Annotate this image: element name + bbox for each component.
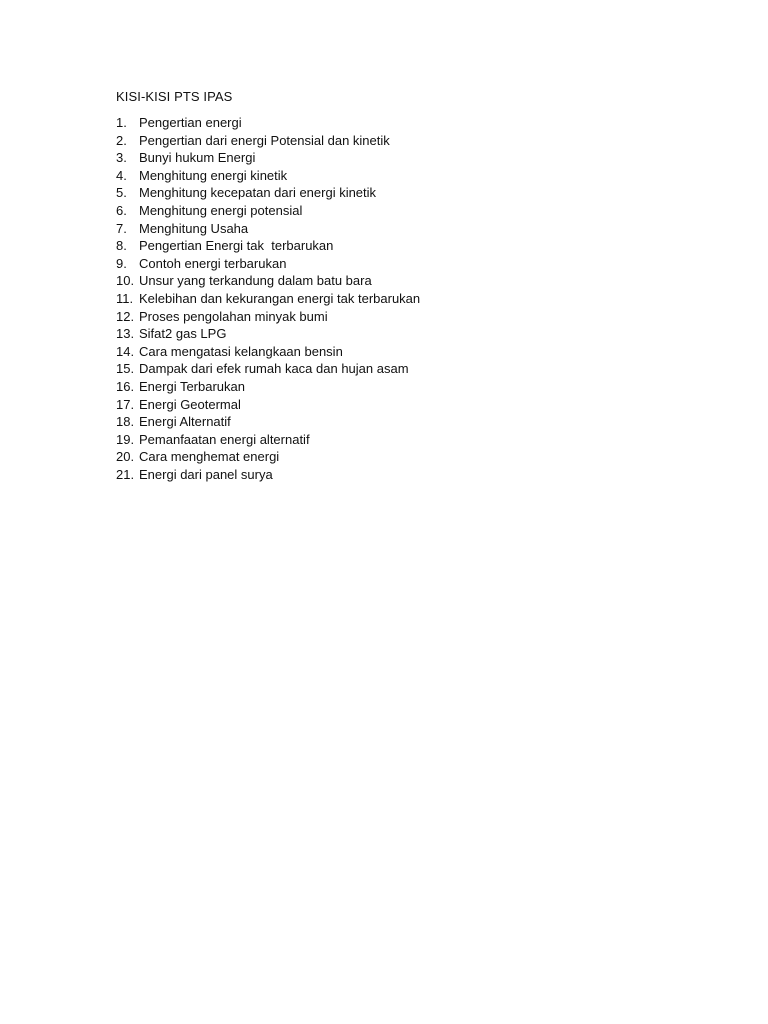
list-item: [116, 413, 420, 431]
list-item-number: 2.: [116, 132, 127, 148]
list-item-text: Bunyi hukum Energi: [139, 150, 256, 166]
list-item-text: Dampak dari efek rumah kaca dan hujan asam: [139, 361, 409, 377]
list-item: [116, 184, 420, 202]
list-item-text: Pemanfaatan energi alternatif: [139, 431, 310, 447]
list-item: [116, 237, 420, 255]
list-item: [116, 378, 420, 396]
list-item-number: 18.: [116, 414, 135, 430]
list-item-text: Kelebihan dan kekurangan energi tak terbarukan: [139, 290, 421, 306]
document-title: KISI-KISI PTS IPAS: [116, 89, 233, 104]
list-item-text: Menghitung energi potensial: [139, 202, 303, 218]
list-item-number: 16.: [116, 378, 135, 394]
list-item-text: Contoh energi terbarukan: [139, 255, 287, 271]
list-item-text: Menghitung kecepatan dari energi kinetik: [139, 185, 377, 201]
list-item: [116, 114, 420, 132]
list-item: [116, 448, 420, 466]
list-item: [116, 202, 420, 220]
list-item-text: Energi Terbarukan: [139, 378, 245, 394]
list-item: [116, 149, 420, 167]
list-item-number: 21.: [116, 466, 135, 482]
list-item-text: Unsur yang terkandung dalam batu bara: [139, 273, 372, 289]
list-item-text: Cara mengatasi kelangkaan bensin: [139, 343, 343, 359]
list-item: [116, 308, 420, 326]
topic-list: [116, 114, 420, 483]
list-item-number: 9.: [116, 255, 127, 271]
list-item-text: Cara menghemat energi: [139, 449, 280, 465]
list-item-text: Pengertian energi: [139, 115, 242, 130]
list-item: [116, 431, 420, 449]
list-item-number: 1.: [116, 115, 127, 130]
list-item-text: Menghitung energi kinetik: [139, 167, 288, 183]
list-item: [116, 466, 420, 484]
list-item-number: 5.: [116, 185, 127, 201]
list-item-text: Energi Geotermal: [139, 396, 241, 412]
list-item: [116, 290, 420, 308]
list-item-number: 8.: [116, 238, 127, 254]
list-item-text: Sifat2 gas LPG: [139, 326, 227, 342]
list-item-number: 6.: [116, 202, 127, 218]
list-item: [116, 167, 420, 185]
list-item-number: 12.: [116, 308, 135, 324]
list-item: [116, 325, 420, 343]
list-item: [116, 255, 420, 273]
list-item: [116, 396, 420, 414]
list-item-text: Energi dari panel surya: [139, 466, 273, 482]
list-item-number: 4.: [116, 167, 127, 183]
list-item-text: Energi Alternatif: [139, 414, 231, 430]
list-item: [116, 343, 420, 361]
list-item-number: 10.: [116, 273, 135, 289]
list-item-text: Proses pengolahan minyak bumi: [139, 308, 328, 324]
list-item-number: 3.: [116, 150, 127, 166]
list-item: [116, 360, 420, 378]
list-item-number: 11.: [116, 290, 134, 306]
list-item-text: Pengertian Energi tak terbarukan: [139, 238, 334, 254]
list-item-number: 15.: [116, 361, 135, 377]
list-item-number: 7.: [116, 220, 127, 236]
list-item-text: Menghitung Usaha: [139, 220, 249, 236]
list-item-number: 13.: [116, 326, 135, 342]
list-item-number: 17.: [116, 396, 135, 412]
list-item: [116, 132, 420, 150]
list-item-number: 19.: [116, 431, 135, 447]
list-item-number: 14.: [116, 343, 135, 359]
list-item: [116, 272, 420, 290]
list-item: [116, 220, 420, 238]
list-item-number: 20.: [116, 449, 135, 465]
list-item-text: Pengertian dari energi Potensial dan kinetik: [139, 132, 390, 148]
